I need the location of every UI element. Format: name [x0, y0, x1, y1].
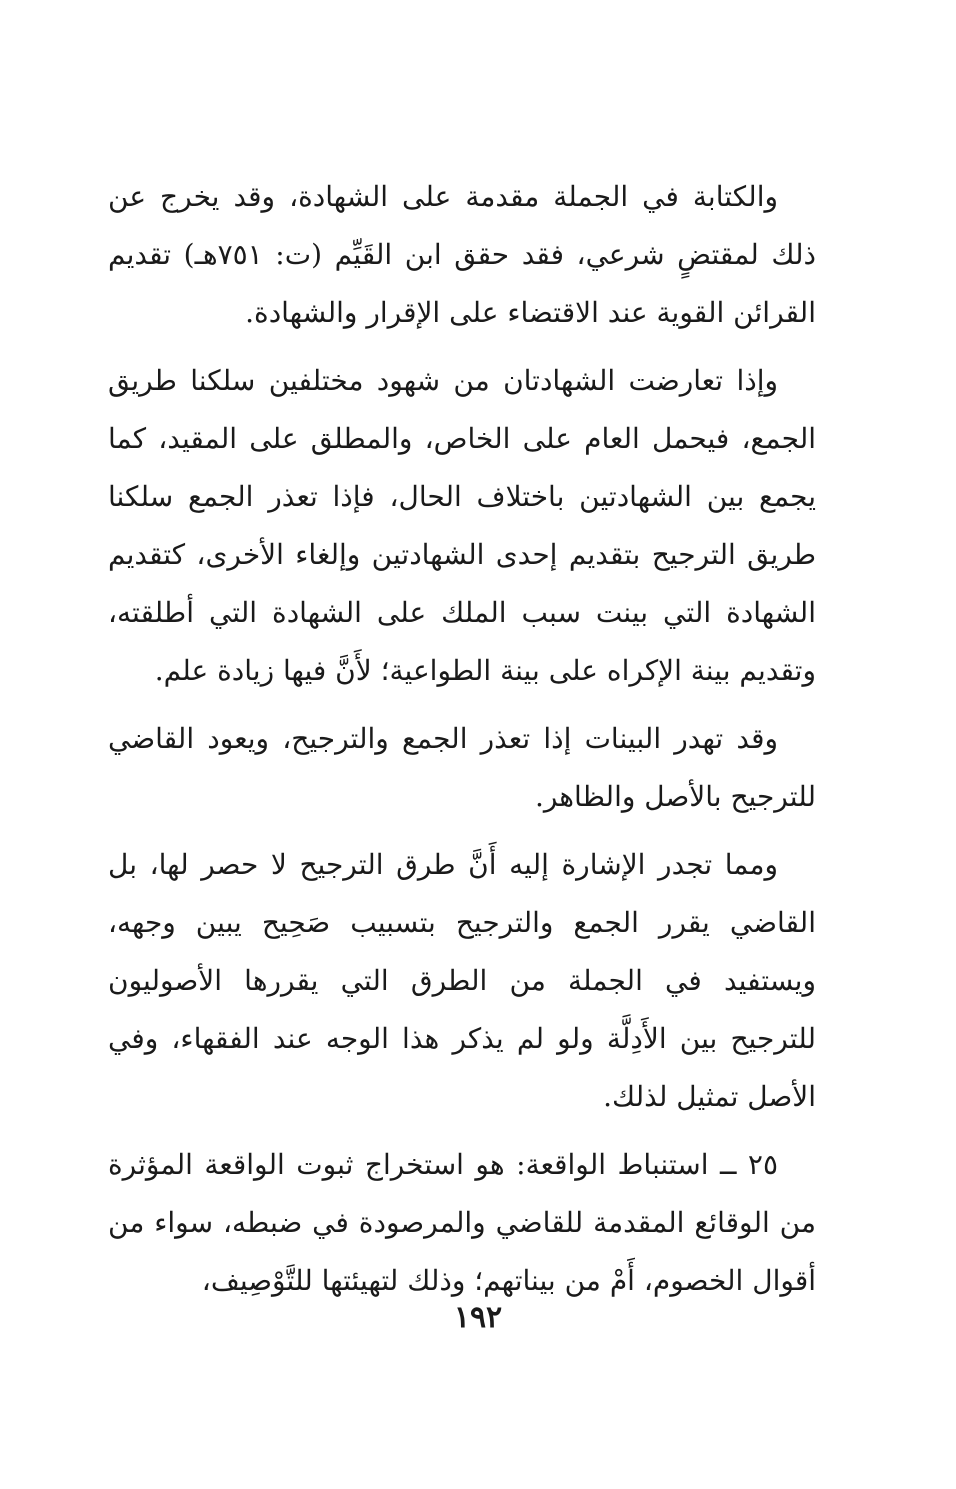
paragraph-writing-precedence: والكتابة في الجملة مقدمة على الشهادة، وقد يخرج عن ذلك لمقتضٍ شرعي، فقد حقق ابن القَيِّم (ت: ٧٥١هـ) تقديم القرائن القوية عند الاقتضاء على الإقرار والشهادة.: [108, 180, 816, 329]
paragraph-fact-extraction: ٢٥ ــ استنباط الواقعة: هو استخراج ثبوت الواقعة المؤثرة من الوقائع المقدمة للقاضي والمرصودة في ضبطه، سواء من أقوال الخصوم، أَمْ من بيناتهم؛ وذلك لتهيئتها للتَّوْصِيف،: [108, 1148, 816, 1297]
paragraph-preference-methods: ومما تجدر الإشارة إليه أَنَّ طرق الترجيح لا حصر لها، بل القاضي يقرر الجمع والترجيح بتسبيب صَحِيح يبين وجهه، ويستفيد في الجملة من الطرق التي يقررها الأصوليون للترجيح بين الأَدِلَّة ولو لم يذكر هذا الوجه عند الفقهاء، وفي الأصل تمثيل لذلك.: [108, 848, 816, 1113]
paragraph-conflicting-testimonies: وإذا تعارضت الشهادتان من شهود مختلفين سلكنا طريق الجمع، فيحمل العام على الخاص، والمطلق على المقيد، كما يجمع بين الشهادتين باختلاف الحال، فإذا تعذر الجمع سلكنا طريق الترجيح بتقديم إحدى الشهادتين وإلغاء الأخرى، كتقديم الشهادة التي بينت سبب الملك على الشهادة التي أطلقته، وتقديم بينة الإكراه على بينة الطواعية؛ لأَنَّ فيها زيادة علم.: [108, 364, 816, 687]
paragraph-evidence-dismissal: وقد تهدر البينات إذا تعذر الجمع والترجيح، ويعود القاضي للترجيح بالأصل والظاهر.: [108, 722, 816, 813]
page-body: [108, 168, 816, 1320]
page-number: ١٩٢: [453, 1300, 503, 1335]
